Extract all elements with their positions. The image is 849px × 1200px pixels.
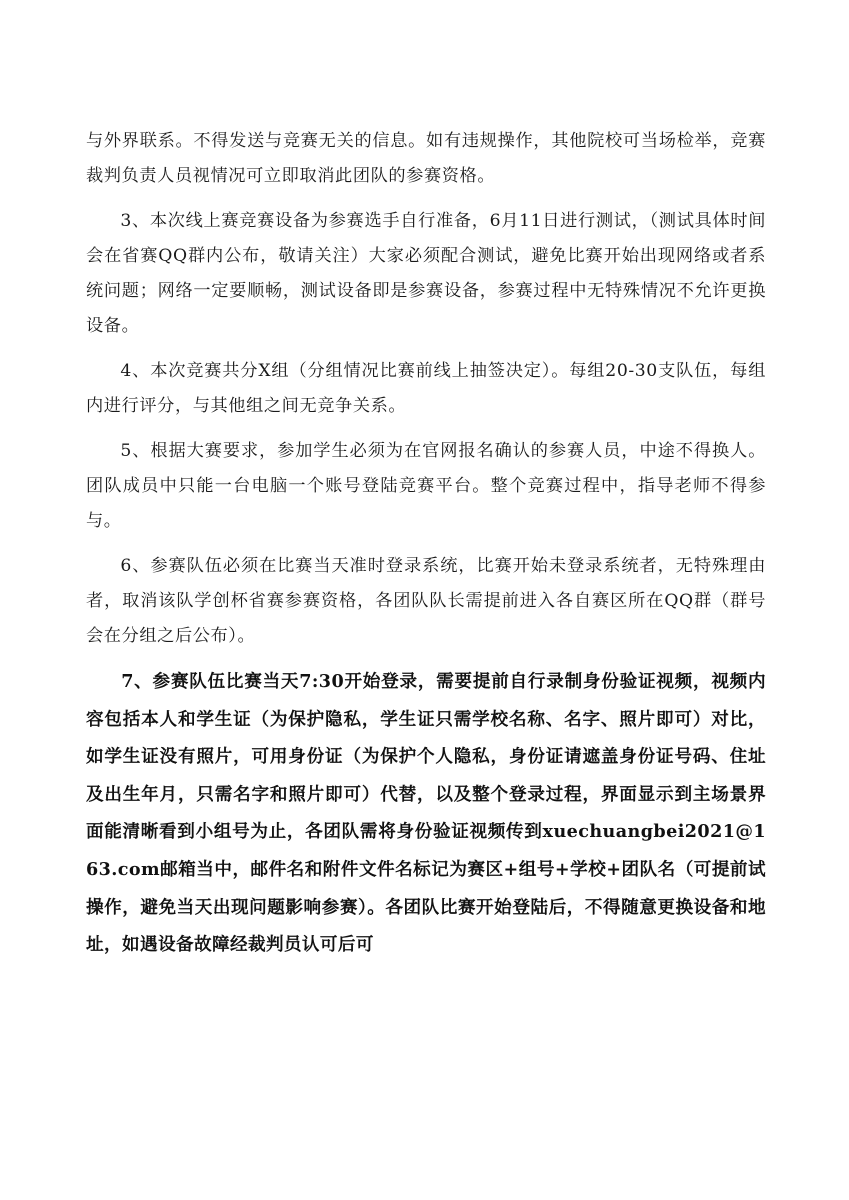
paragraph-item-3: 3、本次线上赛竞赛设备为参赛选手自行准备，6月11日进行测试，（测试具体时间会在省赛QQ群内公布，敬请关注）大家必须配合测试，避免比赛开始出现网络或者系统问题；网络一定要顺畅，测试设备即是参赛设备，参赛过程中无特殊情况不允许更换设备。: [86, 211, 766, 336]
paragraph-continued: 与外界联系。不得发送与竞赛无关的信息。如有违规操作，其他院校可当场检举，竞赛裁判负责人员视情况可立即取消此团队的参赛资格。: [86, 131, 766, 186]
paragraph-item-4: 4、本次竞赛共分X组（分组情况比赛前线上抽签决定）。每组20-30支队伍，每组内进行评分，与其他组之间无竞争关系。: [86, 361, 766, 416]
paragraph-item-5: 5、根据大赛要求，参加学生必须为在官网报名确认的参赛人员，中途不得换人。团队成员中只能一台电脑一个账号登陆竞赛平台。整个竞赛过程中，指导老师不得参与。: [86, 441, 766, 531]
paragraph-item-6: 6、参赛队伍必须在比赛当天准时登录系统，比赛开始未登录系统者，无特殊理由者，取消该队学创杯省赛参赛资格，各团队队长需提前进入各自赛区所在QQ群（群号会在分组之后公布）。: [86, 556, 766, 646]
paragraph-item-7: 7、参赛队伍比赛当天7:30开始登录，需要提前自行录制身份验证视频，视频内容包括本人和学生证（为保护隐私，学生证只需学校名称、名字、照片即可）对比，如学生证没有照片，可用身份证（为保护个人隐私，身份证请遮盖身份证号码、住址及出生年月，只需名字和照片即可）代替，以及整个登录过程，界面显示到主场景界面能清晰看到小组号为止，各团队需将身份验证视频传到xuechuangbei2021@163.com邮箱当中，邮件名和附件文件名标记为赛区+组号+学校+团队名（可提前试操作，避免当天出现问题影响参赛）。各团队比赛开始登陆后，不得随意更换设备和地址，如遇设备故障经裁判员认可后可: [86, 671, 766, 956]
document-body: [86, 124, 766, 964]
